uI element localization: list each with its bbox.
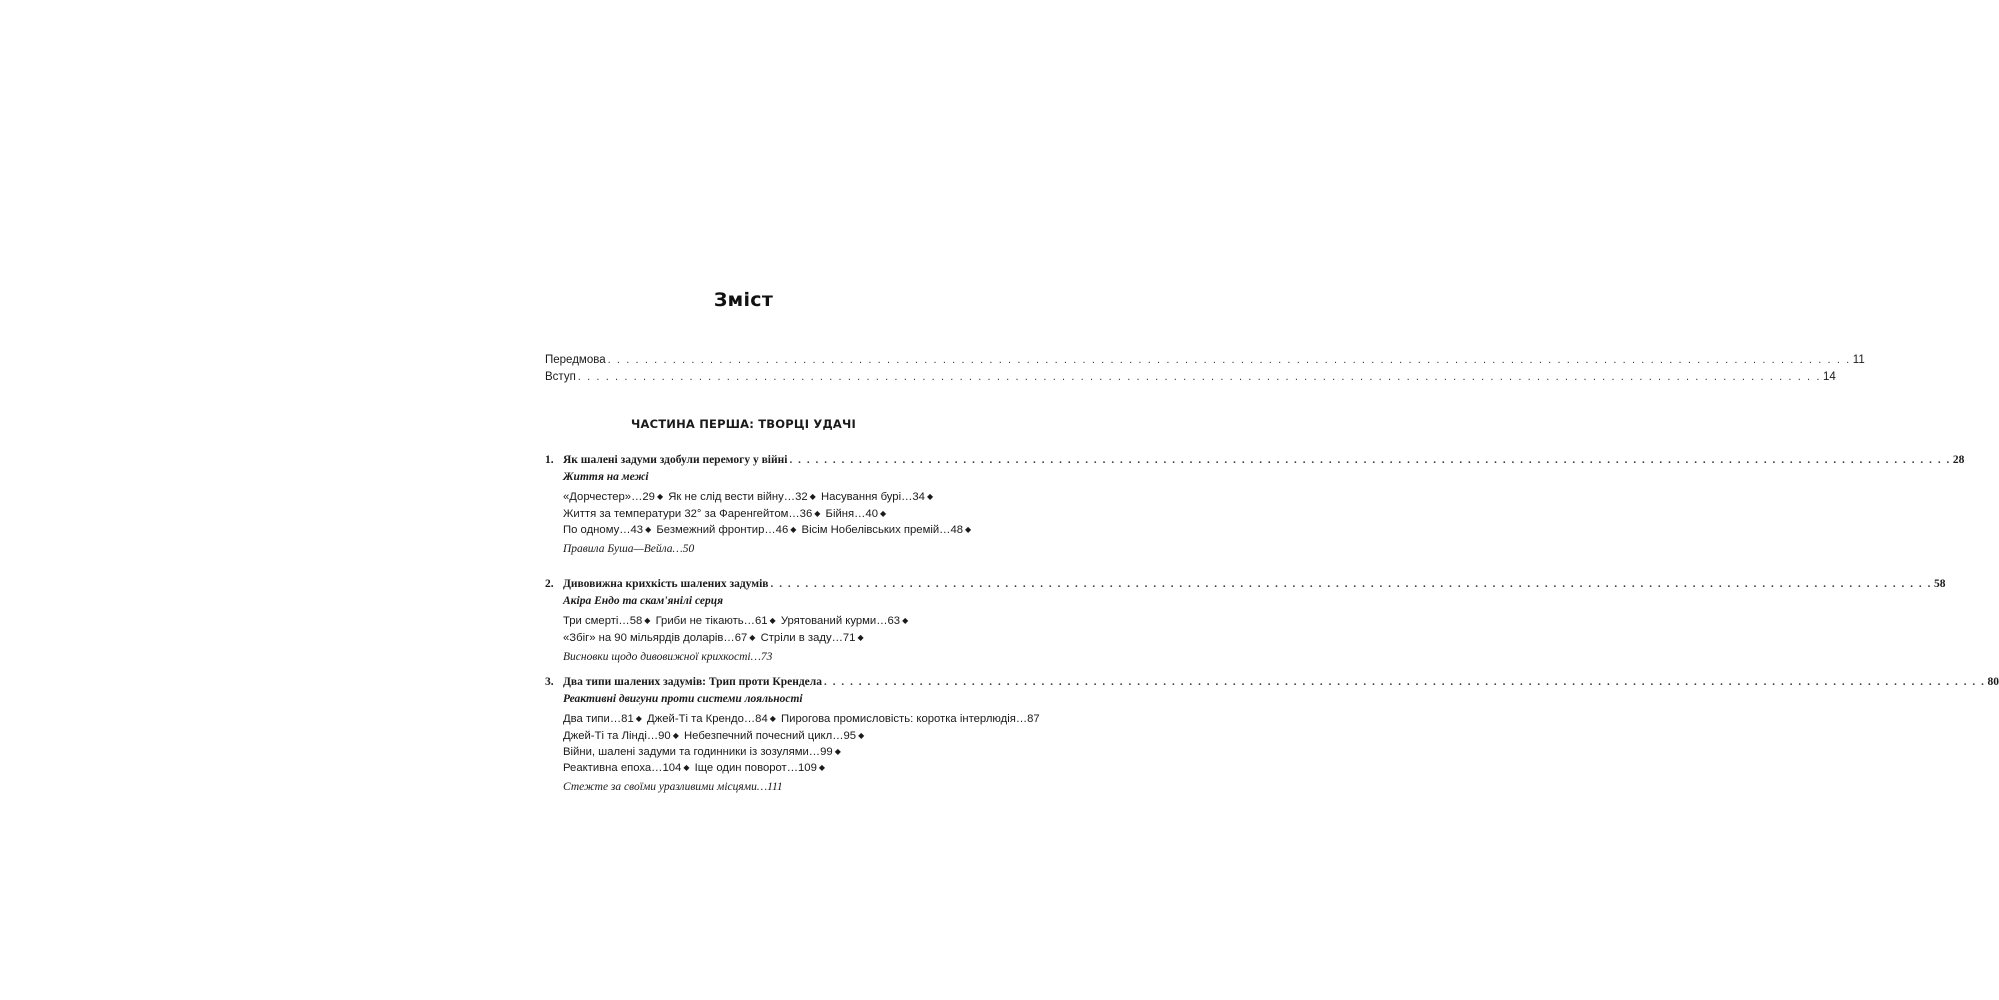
toc-page <box>500 0 1999 1000</box>
separator-icon: ◆ <box>818 763 826 773</box>
entries-line <box>563 728 942 744</box>
section-entry[interactable]: Життя за температури 32° за Фаренгейтом…36 <box>563 507 813 520</box>
section-entry[interactable]: Пирогова промисловість: коротка інтерлюдія…87 <box>781 713 1040 726</box>
entries-line <box>563 744 942 760</box>
entries-line <box>563 711 1040 727</box>
chapter-page: 28 <box>1952 454 1965 466</box>
dot-leader <box>771 577 1932 592</box>
entries-line <box>563 613 942 629</box>
separator-icon: ◆ <box>644 616 651 626</box>
section-entry[interactable]: Три смерті…58 <box>563 615 643 628</box>
separator-icon: ◆ <box>965 524 972 534</box>
chapter-conclusion[interactable]: Стежте за своїми уразливими місцями…111 <box>563 781 783 794</box>
section-entry[interactable]: Насування бурі…34 <box>820 491 925 504</box>
dot-leader <box>789 453 1950 468</box>
toc-entry-page: 14 <box>1823 371 1836 383</box>
toc-entry-foreword[interactable] <box>545 352 1865 369</box>
separator-icon: ◆ <box>858 730 865 740</box>
chapter-subtitle: Життя на межі <box>563 471 649 484</box>
separator-icon: ◆ <box>857 632 864 642</box>
separator-icon: ◆ <box>656 492 664 502</box>
separator-icon: ◆ <box>790 524 797 534</box>
chapter-2 <box>545 577 1946 665</box>
separator-icon: ◆ <box>683 763 690 773</box>
section-entry[interactable]: Гриби не тікають…61 <box>655 615 768 628</box>
separator-icon: ◆ <box>814 508 821 518</box>
toc-entry-label: Передмова <box>545 354 606 366</box>
separator-icon: ◆ <box>902 616 909 626</box>
dot-leader <box>608 352 1851 369</box>
separator-icon: ◆ <box>769 616 776 626</box>
separator-icon: ◆ <box>880 508 887 518</box>
section-entry[interactable]: Як не слід вести війну…32 <box>668 491 808 504</box>
chapter-3 <box>545 675 1999 795</box>
section-entry[interactable]: Війни, шалені задуми та годинники із зозулями…99 <box>563 745 833 758</box>
section-entries <box>563 489 972 538</box>
chapter-number: 3. <box>545 676 554 688</box>
chapter-1 <box>545 453 1965 557</box>
entries-line <box>563 489 942 505</box>
chapter-title: Два типи шалених задумів: Трип проти Крендела <box>563 676 822 688</box>
section-entry[interactable]: Джей-Ті та Крендо…84 <box>647 713 768 726</box>
section-entries <box>563 711 1040 776</box>
chapter-page: 80 <box>1987 676 1999 688</box>
entries-line <box>563 506 942 522</box>
chapter-number: 2. <box>545 578 554 590</box>
chapter-heading[interactable] <box>545 453 1965 468</box>
section-entry[interactable]: Стріли в заду…71 <box>760 631 856 644</box>
separator-icon: ◆ <box>645 524 652 534</box>
toc-entry-page: 11 <box>1852 354 1865 366</box>
section-entry[interactable]: Джей-Ті та Лінді…90 <box>563 729 671 742</box>
chapter-heading[interactable] <box>545 577 1946 592</box>
chapter-heading[interactable] <box>545 675 1999 690</box>
chapter-subtitle: Акіра Ендо та скам'янілі серця <box>563 595 724 608</box>
separator-icon: ◆ <box>749 632 756 642</box>
section-entry[interactable]: По одному…43 <box>563 523 644 536</box>
separator-icon: ◆ <box>672 730 679 740</box>
page-title: Зміст <box>713 289 774 311</box>
chapter-conclusion[interactable]: Правила Буша—Вейла…50 <box>563 543 695 556</box>
toc-entry-introduction[interactable] <box>545 369 1836 386</box>
separator-icon: ◆ <box>926 492 934 502</box>
separator-icon: ◆ <box>635 714 642 724</box>
chapter-number: 1. <box>545 454 554 466</box>
section-entry[interactable]: «Збіг» на 90 мільярдів доларів…67 <box>563 631 748 644</box>
separator-icon: ◆ <box>769 714 776 724</box>
entries-line <box>563 630 942 646</box>
front-matter-list <box>545 352 1865 386</box>
section-entry[interactable]: Бійня…40 <box>825 507 878 520</box>
separator-icon: ◆ <box>809 492 816 502</box>
section-entry[interactable]: Іще один поворот…109 <box>694 762 817 775</box>
chapter-subtitle: Реактивні двигуни проти системи лояльності <box>563 693 803 706</box>
part-title: ЧАСТИНА ПЕРША: ТВОРЦІ УДАЧІ <box>631 417 856 431</box>
section-entry[interactable]: Два типи…81 <box>563 713 634 726</box>
dot-leader <box>824 675 1985 690</box>
chapter-title: Дивовижна крихкість шалених задумів <box>563 578 769 590</box>
section-entry[interactable]: «Дорчестер»…29 <box>563 491 655 504</box>
section-entries <box>563 613 942 645</box>
chapter-conclusion[interactable]: Висновки щодо дивовижної крихкості…73 <box>563 650 773 663</box>
left-blank-page <box>0 0 500 1000</box>
entries-line <box>563 522 972 538</box>
section-entry[interactable]: Вісім Нобелівських премій…48 <box>801 523 964 536</box>
section-entry[interactable]: Реактивна епоха…104 <box>563 762 682 775</box>
chapter-page: 58 <box>1933 578 1946 590</box>
dot-leader <box>578 369 1821 386</box>
chapter-title: Як шалені задуми здобули перемогу у війні <box>563 454 788 466</box>
section-entry[interactable]: Небезпечний почесний цикл…95 <box>684 729 857 742</box>
entries-line <box>563 760 942 776</box>
separator-icon: ◆ <box>834 746 841 756</box>
section-entry[interactable]: Урятований курми…63 <box>780 615 901 628</box>
toc-entry-label: Вступ <box>545 371 576 383</box>
section-entry[interactable]: Безмежний фронтир…46 <box>656 523 789 536</box>
